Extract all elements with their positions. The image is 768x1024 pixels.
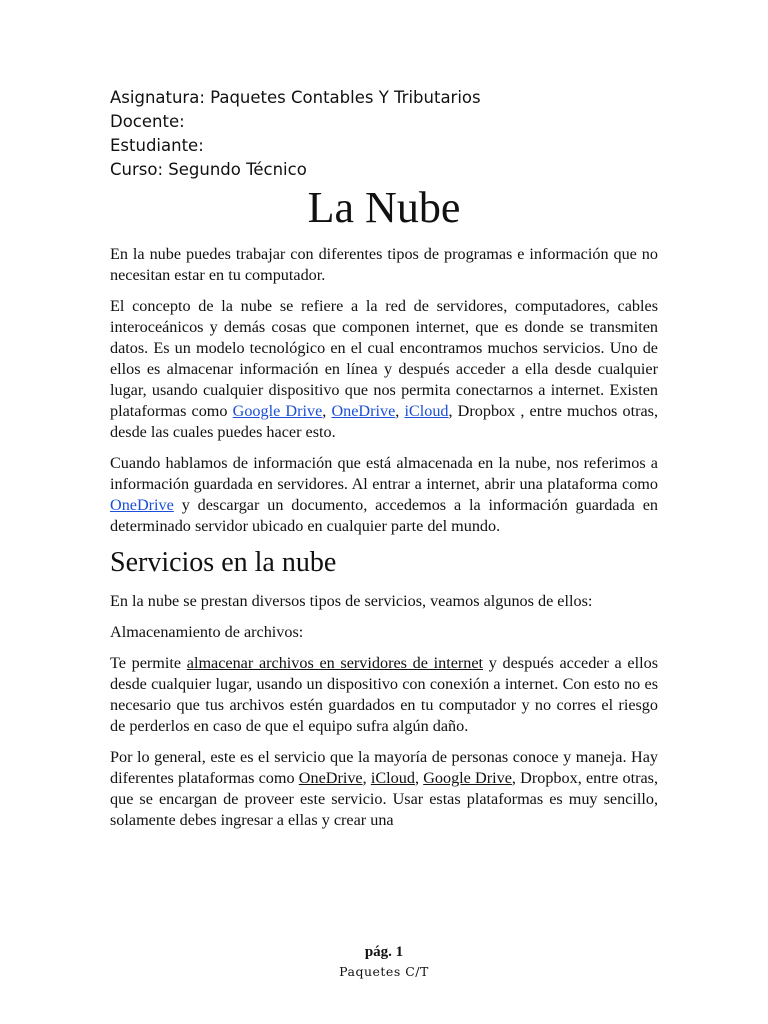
services-intro: En la nube se prestan diversos tipos de servicios, veamos algunos de ellos:	[110, 592, 593, 610]
storage-paragraph	[110, 653, 658, 737]
intro-paragraph: En la nube puedes trabajar con diferentes tipos de programas e información que no necesitan estar en tu computador.	[110, 245, 658, 284]
google-drive-underlined: Google Drive	[423, 769, 512, 787]
stored-text-before: Cuando hablamos de información que está almacenada en la nube, nos referimos a información guardada en servidores. Al entrar a internet, abrir una plataforma como	[110, 454, 658, 493]
page-number: pág. 1	[364, 944, 404, 960]
general-paragraph	[110, 747, 658, 831]
student-line: Estudiante:	[110, 136, 204, 155]
separator: ,	[414, 769, 424, 787]
subject-line: Asignatura: Paquetes Contables Y Tributarios	[110, 88, 481, 107]
onedrive-underlined: OneDrive	[298, 769, 363, 787]
storage-text-after: y después acceder a ellos desde cualquier lugar, usando un dispositivo con conexión a internet. Con esto no es necesario que tus archivos estén guardados en tu computador y no corres el riesgo de perderlos en caso de que el equipo sufra algún daño.	[110, 654, 658, 735]
storage-underlined-phrase: almacenar archivos en servidores de internet	[186, 654, 484, 672]
separator: ,	[395, 402, 405, 420]
separator: ,	[322, 402, 332, 420]
stored-text-after: y descargar un documento, accedemos a la información guardada en determinado servidor ubicado en cualquier parte del mundo.	[110, 496, 658, 535]
footer-subtitle: Paquetes C/T	[339, 964, 429, 979]
icloud-underlined: iCloud	[370, 769, 415, 787]
teacher-line: Docente:	[110, 112, 185, 131]
onedrive-link-2[interactable]: OneDrive	[110, 496, 174, 514]
document-header	[110, 86, 670, 182]
services-heading: Servicios en la nube	[110, 547, 337, 578]
onedrive-link[interactable]: OneDrive	[331, 402, 396, 420]
page-title: La Nube	[307, 183, 461, 232]
storage-label: Almacenamiento de archivos:	[110, 623, 304, 641]
course-line: Curso: Segundo Técnico	[110, 160, 307, 179]
general-text-after: , Dropbox, entre otras, que se encargan de proveer este servicio. Usar estas plataformas es muy sencillo, solamente debes ingresar a ellas y crear una	[110, 769, 659, 829]
concept-paragraph	[110, 296, 658, 443]
general-text-before: Por lo general, este es el servicio que la mayoría de personas conoce y maneja. Hay diferentes plataformas como	[110, 748, 658, 787]
concept-text-before: El concepto de la nube se refiere a la red de servidores, computadores, cables interoceánicos y demás cosas que componen internet, que es donde se transmiten datos. Es un modelo tecnológico en el cual encontramos muchos servicios. Uno de ellos es almacenar información en línea y después acceder a ella desde cualquier lugar, usando cualquier dispositivo que nos permita conectarnos a internet. Existen plataformas como	[110, 297, 658, 420]
stored-paragraph	[110, 453, 658, 537]
icloud-link[interactable]: iCloud	[404, 402, 449, 420]
separator: ,	[362, 769, 371, 787]
document-body	[110, 244, 658, 841]
storage-text-before: Te permite	[110, 654, 187, 672]
google-drive-link[interactable]: Google Drive	[232, 402, 323, 420]
concept-text-after: , Dropbox , entre muchos otras, desde las cuales puedes hacer esto.	[110, 402, 658, 441]
